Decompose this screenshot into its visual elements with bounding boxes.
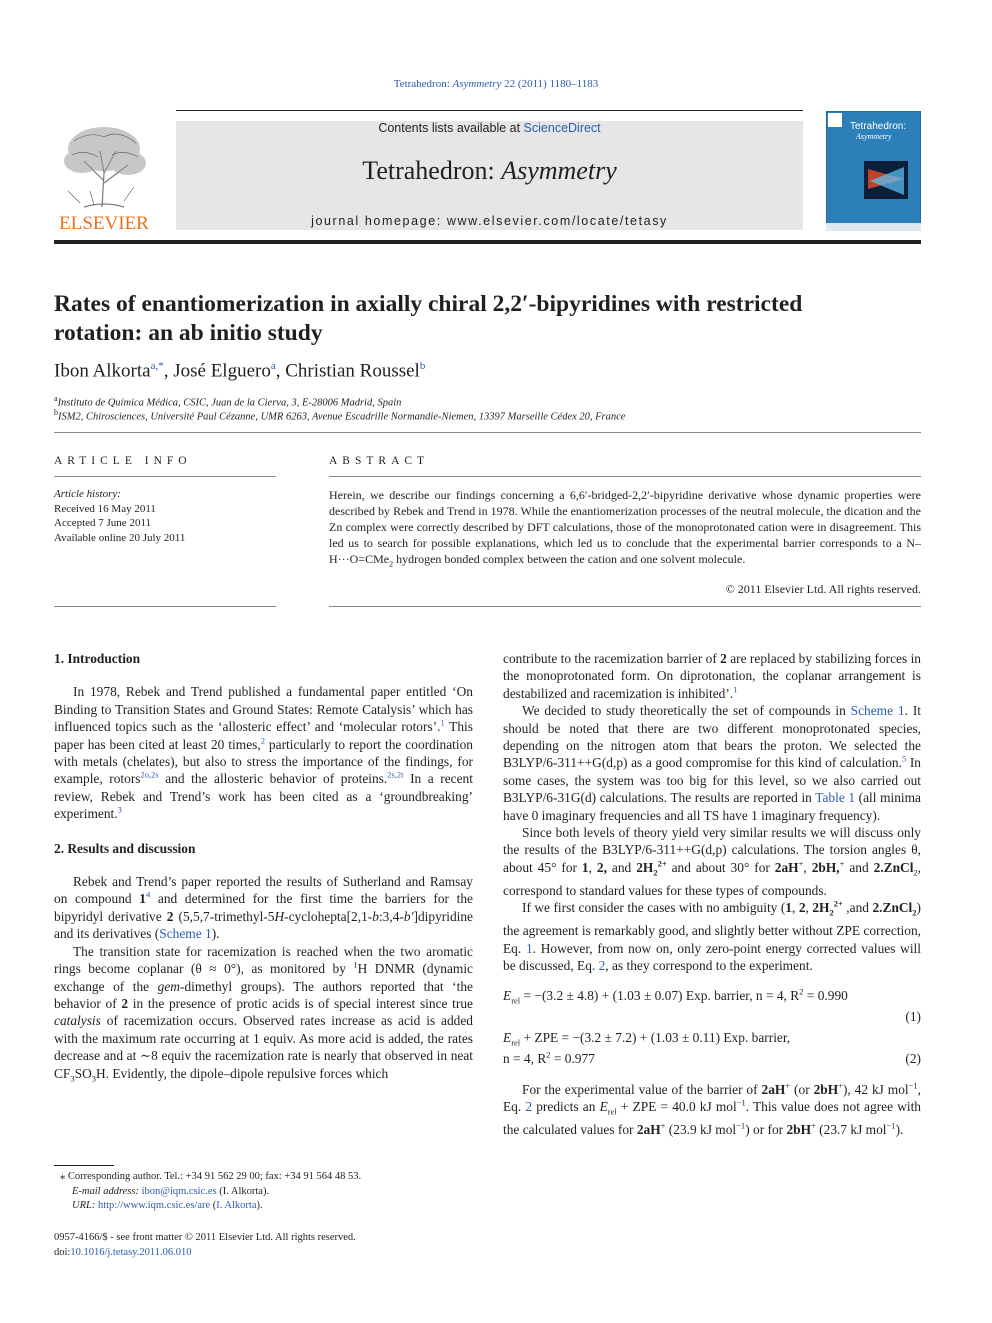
article-history: Article history: Received 16 May 2011 Accepted 7 June 2011 Available online 20 July 2011 <box>54 488 186 544</box>
divider <box>54 476 276 477</box>
cover-image-icon <box>826 111 921 231</box>
affiliation-ref[interactable]: a, <box>150 360 159 372</box>
left-column <box>54 650 473 1088</box>
scheme-link[interactable]: Scheme 1 <box>159 926 212 942</box>
homepage-link[interactable]: www.elsevier.com/locate/tetasy <box>446 214 668 228</box>
scheme-link[interactable]: Scheme 1 <box>850 703 905 719</box>
elsevier-tree-icon <box>54 121 154 233</box>
results-paragraph-1: Rebek and Trend’s paper reported the results of Sutherland and Ramsay on compound $1^4$ and determined for the first time the barriers for the bipyridyl derivative 2 (5,5,7-trimethyl-5H-cyclohepta[2,1-b:3,4-b′]dipyridine and its derivatives (Scheme 1). <box>54 874 474 942</box>
author-name: Ibon Alkorta <box>54 360 151 382</box>
equation-2-line-2: n = 4, $R^2 = 0.977$ (2) <box>503 1049 921 1066</box>
divider <box>329 606 921 607</box>
equation-link[interactable]: 2 <box>598 958 606 974</box>
divider <box>329 476 921 477</box>
footnotes: ⁎ Corresponding author. Tel.: +34 91 562 29 00; fax: +34 91 564 48 53. E-mail address: ibon@iqm.csic.es (I. Alkorta). URL: http://www.iqm.csic.es/are (I. Alkorta). <box>60 1171 362 1211</box>
paragraph: For the experimental value of the barrier of 2aH+ (or 2bH+), 42 kJ mol$^{-1}$, Eq. 2 predicts an $E_{rel}$ + ZPE = 40.0 kJ mol$^{-1}$. This value does not agree with the calculated values for 2aH+ (23.9 kJ mol$^{-1}$) or for 2bH+ (23.7 kJ mol$^{-1}$). <box>503 1080 922 1138</box>
svg-text:ELSEVIER: ELSEVIER <box>59 213 149 233</box>
journal-cover-thumbnail[interactable] <box>826 111 921 231</box>
right-column <box>503 650 921 1139</box>
paragraph: If we first consider the cases with no ambiguity (1, 2, $2H_2^{2+}$ ,and 2.ZnCl$_2$) the agreement is remarkably good, and slightly better without ZPE correction, Eq. 1. However, from now on, only zero-point energy corrected values will be discussed, Eq. 2, as they correspond to the experiment. <box>503 898 921 974</box>
divider <box>54 432 921 433</box>
section-heading-introduction: 1. Introduction <box>54 651 141 666</box>
abstract-heading: ABSTRACT <box>329 455 430 467</box>
results-paragraph-2: The transition state for racemization is reached when the two aromatic rings become coplanar (θ ≈ 0°), as monitored by $^1$H DNMR (dynamic exchange of the gem-dimethyl groups). The authors reported that ‘the behavior of 2 in the presence of protic acids is of special interest since true catalysis of racemization occurs. Observed rates increase as acid is added with the maximum rate occurring at 1 equiv. As more acid is added, the rates decrease and at ∼8 equiv the racemization rate is nearly that observed in neat $CF_3SO_3H$. Evidently, the dipole–dipole repulsive forces which <box>54 943 473 1084</box>
equation-1-number: (1) <box>905 1008 921 1024</box>
table-link[interactable]: Table 1 <box>815 790 856 806</box>
abstract-text: Herein, we describe our findings concerning a 6,6′-bridged-2,2′-bipyridine derivative whose dynamic properties were described by Rebek and Trend in 1978. While the enantiomerization processes of the neutral molecule, the dication and the Zn complex were correctly described by DFT calculations, those of the monoprotonated cation were in disagreement. This led us to search for possible explanations, which led us to conclude that the experimental barrier corresponds to a N–H···O=CMe$_2$ hydrogen bonded complex between the cation and one solvent molecule. <box>329 488 921 569</box>
paragraph: We decided to study theoretically the set of compounds in Scheme 1. It should be noted that there are two different monoprotonated species, depending on the nitrogen atom that bears the proton. We selected the B3LYP/6-311++G(d,p) as a good compromise for this kind of calculation.$^5$ In some cases, the system was too big for this level, so we also carried out B3LYP/6-31G(d) calculations. The results are reported in Table 1 (all minima have 0 imaginary frequencies and all TS have 1 imaginary frequency). <box>503 703 921 823</box>
elsevier-logo <box>54 121 154 233</box>
header-top-rule <box>176 110 803 111</box>
article-info-heading: ARTICLE INFO <box>54 455 192 467</box>
equation-1: $E_{rel} = -(3.2 \pm 4.8) + (1.03 \pm 0.07)$ Exp. barrier, n = 4, $R^2 = 0.990$ <box>503 986 848 1006</box>
sciencedirect-link[interactable]: ScienceDirect <box>523 121 601 135</box>
author-name: José Elguero <box>173 360 271 382</box>
journal-homepage: journal homepage: www.elsevier.com/locate/tetasy <box>311 214 668 228</box>
affiliation-ref[interactable]: a <box>270 360 276 372</box>
section-heading-results: 2. Results and discussion <box>54 840 196 856</box>
affiliation-b: $^b$ISM2, Chirosciences, Université Paul Cézanne, UMR 6263, Avenue Escadrille Normandie-Niemen, 13397 Marseille Cédex 20, France <box>54 408 626 423</box>
affiliation-ref[interactable]: b <box>419 360 426 372</box>
divider <box>54 606 276 607</box>
author-name: Christian Roussel <box>285 360 420 382</box>
doi-link[interactable]: 10.1016/j.tetasy.2011.06.010 <box>70 1246 192 1258</box>
contents-line: Contents lists available at ScienceDirect <box>378 121 601 135</box>
corresponding-author-mark[interactable]: * <box>158 360 164 372</box>
journal-citation[interactable]: Tetrahedron: Asymmetry 22 (2011) 1180–1183 <box>393 78 599 90</box>
svg-text:Asymmetry: Asymmetry <box>856 132 892 141</box>
header-bottom-rule <box>54 240 921 244</box>
email-link[interactable]: ibon@iqm.csic.es <box>141 1185 217 1197</box>
author-list: Ibon Alkorta$^{a,*}$, José Elguero$^a$, Christian Roussel$^b$ <box>54 360 426 382</box>
legal-info: 0957-4166/$ - see front matter © 2011 Elsevier Ltd. All rights reserved. doi:10.1016/j.tetasy.2011.06.010 <box>54 1232 356 1258</box>
abstract-copyright: © 2011 Elsevier Ltd. All rights reserved. <box>725 582 921 596</box>
equation-2: $E_{rel}$ + ZPE = −(3.2 ± 7.2) + (1.03 ± 0.11) Exp. barrier, <box>503 1029 791 1048</box>
paragraph: Since both levels of theory yield very similar results we will discuss only the results of the B3LYP/6-311++G(d,p) calculations. The torsion angles θ, about 45° for 1, 2, and $2H_2^{2+}$ and about 30° for 2aH+, 2bH,+ and 2.ZnCl$_2$, correspond to standard values for these types of compounds. <box>503 825 922 898</box>
equation-link[interactable]: 1 <box>525 940 533 956</box>
equation-link[interactable]: 2 <box>525 1099 533 1115</box>
journal-name: Tetrahedron: Asymmetry <box>362 156 617 185</box>
url-link[interactable]: http://www.iqm.csic.es/are <box>97 1200 211 1211</box>
paragraph: contribute to the racemization barrier of 2 are replaced by stabilizing forces in the monoprotonated form. On diprotonation, the coplanar arrangement is destabilized and racemization is inhibited’.$^1$ <box>503 651 921 701</box>
footnote-rule <box>54 1165 114 1166</box>
title-line-1: Rates of enantiomerization in axially chiral 2,2′-bipyridines with restricted <box>54 291 803 317</box>
article-title <box>54 290 934 348</box>
affiliation-a: $^a$Instituto de Química Médica, CSIC, Juan de la Cierva, 3, E-28006 Madrid, Spain <box>54 394 402 409</box>
svg-text:Tetrahedron:: Tetrahedron: <box>850 121 907 132</box>
intro-paragraph: In 1978, Rebek and Trend published a fundamental paper entitled ‘On Binding to Transition States and Ground States: Remote Catalysis’ which has influenced topics such as the ‘allosteric effect’ and ‘molecular rotors’.$^1$ This paper has been cited at least 20 times,$^2$ particularly to report the coordination with metals (chelates), but also to stress the importance of the findings, for example, rotors$^{2o,2s}$ and the allosteric behavior of proteins.$^{2s,2t}$ In a recent review, Rebek and Trend’s work has been cited as a ‘groundbreaking’ experiment.$^3$ <box>54 684 473 822</box>
title-line-2: rotation: an ab initio study <box>54 320 323 346</box>
